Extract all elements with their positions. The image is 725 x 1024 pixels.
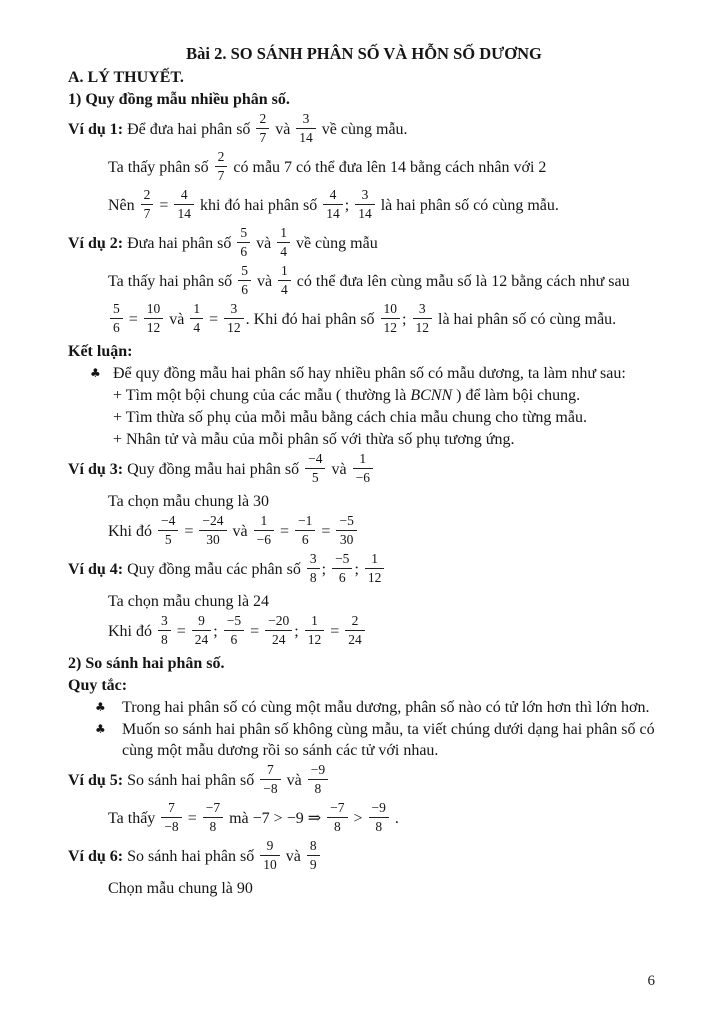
fraction-denominator: 12 [367, 570, 382, 585]
subsection-2-heading [68, 653, 660, 674]
fraction-denominator: 6 [230, 632, 238, 647]
fraction-denominator: 8 [309, 570, 317, 585]
text-run: So sánh hai phân số [127, 848, 259, 866]
fraction [158, 513, 178, 548]
bold-run: Ví dụ 2: [68, 235, 128, 253]
conclusion-step-2 [113, 407, 660, 428]
fraction-denominator: 12 [383, 320, 398, 335]
fraction-numerator: −20 [265, 613, 292, 631]
fraction-denominator: 9 [309, 857, 317, 872]
fraction [332, 551, 352, 586]
fraction-numerator: −7 [327, 800, 347, 818]
fraction-numerator: −9 [369, 800, 389, 818]
fraction-numerator: −7 [203, 800, 223, 818]
text-run: So sánh hai phân số [127, 772, 259, 790]
text-run: > [349, 810, 367, 828]
text-run: = [246, 623, 264, 641]
fraction [237, 225, 250, 260]
text-run: Ta thấy hai phân số [108, 273, 237, 291]
fraction-denominator: 12 [146, 320, 161, 335]
text-run: Khi đó [108, 523, 156, 541]
text-run: Ta thấy phân số [108, 159, 213, 177]
text-run: = [205, 311, 223, 329]
fraction-denominator: 12 [227, 320, 241, 335]
fraction [110, 301, 123, 336]
fraction [345, 613, 365, 648]
example-4-common-denominator [108, 591, 660, 612]
bold-run: Ví dụ 5: [68, 772, 128, 790]
fraction-numerator: 1 [305, 613, 325, 631]
bold-run: Ví dụ 4: [68, 561, 128, 579]
rule-2 [68, 719, 660, 761]
fraction [256, 111, 269, 146]
bullet-text [122, 697, 660, 718]
fraction-numerator: −9 [308, 762, 328, 780]
fraction-denominator: 6 [113, 320, 120, 335]
fraction-numerator: 5 [110, 301, 123, 319]
fraction-numerator: 1 [277, 225, 290, 243]
fraction-denominator: 8 [375, 819, 383, 834]
fraction-denominator: 8 [209, 819, 217, 834]
fraction-numerator: 4 [174, 187, 194, 205]
fraction [307, 838, 320, 873]
fraction-denominator: 5 [311, 470, 319, 485]
bold-run: A. LÝ THUYẾT. [68, 69, 184, 86]
fraction-numerator: 7 [260, 762, 280, 780]
text-run: . Khi đó hai phân số [245, 311, 379, 329]
club-bullet-icon: ♣ [90, 366, 101, 380]
text-run: và [271, 121, 295, 139]
bullet-text [122, 719, 660, 761]
fraction [224, 301, 244, 336]
italic-run: BCNN [410, 387, 453, 404]
fraction-denominator: 12 [307, 632, 322, 647]
text-run: = [183, 810, 201, 828]
fraction-denominator: 6 [338, 570, 346, 585]
text-run: Chọn mẫu chung là 90 [108, 880, 253, 897]
fraction [413, 301, 433, 336]
fraction-numerator: 2 [256, 111, 269, 129]
text-run: ; [354, 561, 363, 579]
text-run: và [252, 273, 277, 291]
fraction [369, 800, 389, 835]
bold-run: Kết luận: [68, 343, 133, 360]
text-run: và [252, 235, 276, 253]
example-3-result [108, 515, 660, 550]
bold-run: Ví dụ 3: [68, 461, 128, 479]
fraction [203, 800, 223, 835]
fraction-denominator: 14 [299, 130, 313, 145]
fraction-numerator: 3 [296, 111, 316, 129]
bold-run: 1) Quy đồng mẫu nhiều phân số. [68, 91, 290, 108]
text-run: Đưa hai phân số [127, 235, 236, 253]
text-run: mà −7 > −9 ⇒ [225, 810, 326, 828]
example-6-common-denominator [108, 878, 660, 899]
lesson-title [68, 43, 660, 64]
text-run: Ta chọn mẫu chung là 24 [108, 593, 270, 610]
fraction [199, 513, 226, 548]
fraction [238, 263, 251, 298]
fraction-denominator: 4 [280, 244, 287, 259]
fraction-numerator: −4 [158, 513, 178, 531]
text-run: và [281, 848, 305, 866]
text-run: có mẫu 7 có thể đưa lên 14 bằng cách nhân với 2 [229, 159, 547, 177]
text-run: và [228, 523, 252, 541]
fraction [192, 613, 212, 648]
club-bullet-icon: ♣ [95, 722, 106, 736]
text-run: Ta thấy [108, 810, 160, 828]
text-run: ; [321, 561, 331, 579]
text-run: và [165, 311, 189, 329]
text-run: Khi đó [108, 623, 156, 641]
example-1 [68, 113, 660, 148]
text-run: + Nhân tử và mẫu của mỗi phân số với thừa số phụ tương ứng. [113, 431, 515, 448]
fraction-numerator: 8 [307, 838, 320, 856]
fraction [305, 451, 325, 486]
fraction-denominator: 10 [263, 857, 277, 872]
fraction-denominator: 8 [161, 632, 168, 647]
example-2 [68, 227, 660, 262]
fraction [215, 149, 228, 184]
fraction-numerator: 4 [323, 187, 343, 205]
fraction-numerator: −5 [224, 613, 244, 631]
fraction [254, 513, 274, 548]
text-run: ; [213, 623, 222, 641]
text-run: là hai phân số có cùng mẫu. [376, 197, 559, 215]
bold-run: 2) So sánh hai phân số. [68, 655, 225, 672]
example-3 [68, 453, 660, 488]
bold-run: Bài 2. SO SÁNH PHÂN SỐ VÀ HỖN SỐ DƯƠNG [186, 44, 542, 63]
example-2-step-1 [108, 265, 660, 300]
fraction-numerator: 3 [224, 301, 244, 319]
text-run: ; [402, 311, 411, 329]
example-6 [68, 840, 660, 875]
fraction-numerator: −1 [295, 513, 315, 531]
text-run: ; [344, 197, 354, 215]
fraction-denominator: 4 [281, 282, 288, 297]
bold-run: Ví dụ 6: [68, 848, 128, 866]
example-1-step-1 [108, 151, 660, 186]
fraction-numerator: 2 [215, 149, 228, 167]
example-3-common-denominator [108, 491, 660, 512]
fraction-numerator: 2 [345, 613, 365, 631]
example-2-step-2 [108, 303, 660, 338]
fraction-denominator: −8 [164, 819, 179, 834]
fraction [260, 838, 280, 873]
fraction-denominator: 30 [339, 532, 354, 547]
text-run: + Tìm thừa số phụ của mỗi mẫu bằng cách chia mẫu chung cho từng mẫu. [113, 409, 587, 426]
text-run: = [155, 197, 173, 215]
text-run: Ta chọn mẫu chung là 30 [108, 493, 270, 510]
text-run: . [390, 810, 399, 828]
text-run: ; [294, 623, 303, 641]
fraction-denominator: 24 [348, 632, 362, 647]
fraction [365, 551, 385, 586]
fraction-denominator: 7 [217, 168, 225, 183]
fraction [158, 613, 171, 648]
fraction-denominator: 4 [193, 320, 201, 335]
fraction [323, 187, 343, 222]
fraction-numerator: 1 [190, 301, 203, 319]
fraction-denominator: 8 [314, 781, 322, 796]
fraction [174, 187, 194, 222]
rules-heading [68, 675, 660, 696]
text-run: có thể đưa lên cùng mẫu số là 12 bằng cách như sau [292, 273, 630, 291]
fraction [190, 301, 203, 336]
conclusion-heading [68, 341, 660, 362]
fraction-denominator: 5 [164, 532, 172, 547]
text-run: = [124, 311, 142, 329]
fraction-numerator: 1 [353, 451, 373, 469]
text-run: = [180, 523, 198, 541]
fraction-denominator: −6 [355, 470, 370, 485]
text-run: Quy đồng mẫu các phân số [127, 561, 305, 579]
fraction [296, 111, 316, 146]
club-bullet-icon: ♣ [95, 700, 106, 714]
fraction-denominator: 12 [415, 320, 429, 335]
fraction-numerator: 2 [141, 187, 154, 205]
fraction-numerator: 10 [144, 301, 164, 319]
conclusion-step-1 [113, 385, 660, 406]
conclusion-bullet [68, 363, 660, 384]
fraction-numerator: 3 [355, 187, 375, 205]
fraction-numerator: 9 [192, 613, 212, 631]
fraction-numerator: 5 [238, 263, 251, 281]
fraction [278, 263, 291, 298]
bold-run: Ví dụ 1: [68, 121, 128, 139]
fraction-denominator: 14 [326, 206, 340, 221]
fraction-denominator: 7 [259, 130, 267, 145]
example-4-result [108, 615, 660, 650]
fraction-numerator: 1 [254, 513, 274, 531]
text-run: ) để làm bội chung. [452, 387, 581, 404]
conclusion-step-3 [113, 429, 660, 450]
fraction [353, 451, 373, 486]
fraction [161, 800, 181, 835]
fraction [381, 301, 401, 336]
text-run: Muốn so sánh hai phân số không cùng mẫu, ta viết chúng dưới dạng hai phân số có cùng một mẫu dương rồi so sánh các tử với nhau. [122, 721, 655, 759]
fraction [327, 800, 347, 835]
text-run: và [282, 772, 306, 790]
fraction-denominator: 7 [143, 206, 151, 221]
fraction-numerator: −4 [305, 451, 325, 469]
fraction-numerator: 1 [365, 551, 385, 569]
text-run: về cùng mẫu [291, 235, 378, 253]
section-a-heading [68, 67, 660, 88]
fraction-numerator: 10 [381, 301, 401, 319]
text-run: Quy đồng mẫu hai phân số [127, 461, 304, 479]
text-run: = [172, 623, 190, 641]
fraction-numerator: 5 [237, 225, 250, 243]
example-1-step-2 [108, 189, 660, 224]
fraction-denominator: −8 [263, 781, 278, 796]
page-number: 6 [647, 973, 655, 989]
fraction-denominator: 24 [194, 632, 209, 647]
fraction-numerator: 3 [158, 613, 171, 631]
text-run: Trong hai phân số có cùng một mẫu dương, phân số nào có tử lớn hơn thì lớn hơn. [122, 699, 650, 716]
fraction-numerator: 7 [161, 800, 181, 818]
bold-run: Quy tắc: [68, 677, 128, 694]
fraction-numerator: 1 [278, 263, 291, 281]
example-4 [68, 553, 660, 588]
fraction-denominator: 14 [358, 206, 372, 221]
text-run: = [326, 623, 344, 641]
fraction-denominator: 6 [240, 244, 248, 259]
fraction-denominator: 24 [271, 632, 286, 647]
fraction [260, 762, 280, 797]
fraction-numerator: 3 [307, 551, 320, 569]
subsection-1-heading [68, 89, 660, 110]
fraction [224, 613, 244, 648]
text-run: Để đưa hai phân số [127, 121, 255, 139]
fraction [305, 613, 325, 648]
bullet-text [113, 363, 660, 384]
fraction [336, 513, 356, 548]
fraction-numerator: 9 [260, 838, 280, 856]
fraction-denominator: 14 [177, 206, 191, 221]
fraction [307, 551, 320, 586]
text-run: và [327, 461, 351, 479]
document-content [68, 42, 660, 900]
fraction [355, 187, 375, 222]
fraction-numerator: −5 [332, 551, 352, 569]
text-run: khi đó hai phân số [195, 197, 322, 215]
fraction-denominator: 6 [301, 532, 309, 547]
text-run: + Tìm một bội chung của các mẫu ( thường là [113, 387, 411, 404]
rule-1 [68, 697, 660, 718]
fraction [277, 225, 290, 260]
fraction-denominator: 6 [241, 282, 248, 297]
example-5 [68, 764, 660, 799]
text-run: là hai phân số có cùng mẫu. [434, 311, 617, 329]
fraction [295, 513, 315, 548]
text-run: = [276, 523, 294, 541]
fraction [144, 301, 164, 336]
fraction [308, 762, 328, 797]
text-run: Nên [108, 197, 139, 215]
fraction [265, 613, 292, 648]
fraction-denominator: 30 [206, 532, 220, 547]
fraction [141, 187, 154, 222]
fraction-numerator: 3 [413, 301, 433, 319]
text-run: = [317, 523, 335, 541]
text-run: Để quy đồng mẫu hai phân số hay nhiều phân số có mẫu dương, ta làm như sau: [113, 365, 626, 382]
fraction-numerator: −5 [336, 513, 356, 531]
text-run: về cùng mẫu. [317, 121, 408, 139]
fraction-denominator: 8 [333, 819, 341, 834]
example-5-solution [108, 802, 660, 837]
fraction-denominator: −6 [256, 532, 272, 547]
fraction-numerator: −24 [199, 513, 226, 531]
